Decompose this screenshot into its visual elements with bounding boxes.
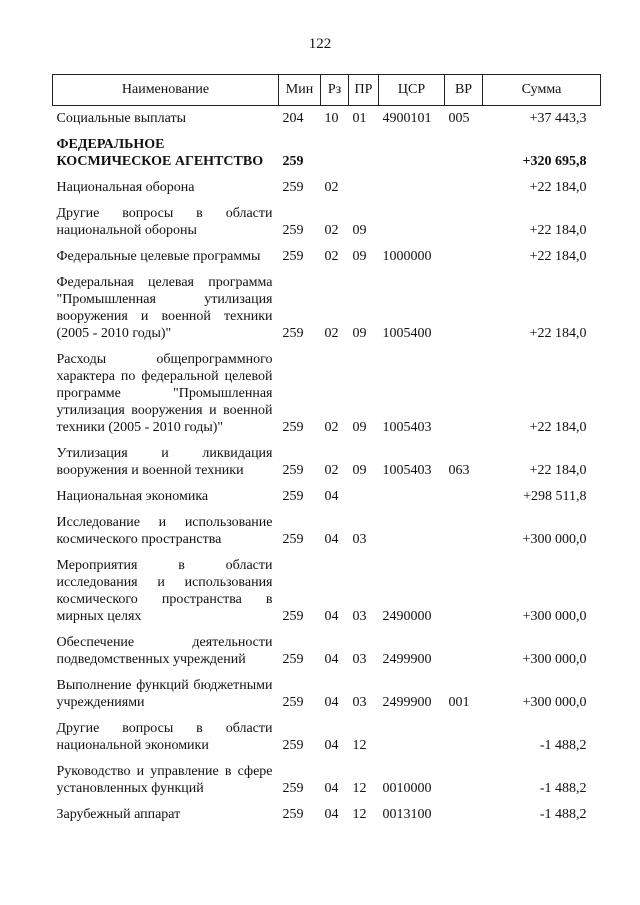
row-pr: 01 [352,111,367,126]
table-row [53,754,601,797]
row-vr [445,797,483,823]
row-name: Федеральная целевая программа "Промышленная утилизация вооружения и военной техники (2005 - 2010 годы)" [56,275,273,341]
row-vr: 063 [448,463,470,478]
row-sum: +300 000,0 [522,609,587,624]
table-header-row [53,75,601,106]
row-rz: 10 [324,111,339,126]
row-rz: 02 [324,223,339,238]
row-vr: 001 [448,695,470,710]
row-vr [445,625,483,668]
row-vr [445,265,483,342]
row-csr: 0013100 [382,807,432,822]
row-min: 259 [282,489,304,504]
row-vr [445,754,483,797]
row-vr [445,342,483,436]
row-min: 259 [282,463,304,478]
row-vr: 005 [448,111,470,126]
row-min: 259 [282,420,304,435]
row-sum: +22 184,0 [529,463,587,478]
row-pr: 12 [352,807,367,822]
table-row [53,436,601,479]
row-csr: 1000000 [382,249,432,264]
header-rz: Рз [321,75,349,106]
row-rz [321,127,349,170]
row-name: Обеспечение деятельности подведомственных учреждений [56,635,273,667]
header-sum: Сумма [483,75,601,106]
row-csr: 1005400 [382,326,432,341]
header-min: Мин [279,75,321,106]
row-rz: 02 [324,249,339,264]
row-name: Утилизация и ликвидация вооружения и военной техники [56,446,273,478]
row-vr [445,127,483,170]
row-sum: +320 695,8 [522,154,587,169]
row-name: Руководство и управление в сфере установленных функций [56,764,273,796]
row-rz: 04 [324,781,339,796]
row-name: Другие вопросы в области национальной экономики [56,721,273,753]
row-min: 259 [282,652,304,667]
table-row [53,342,601,436]
row-name: Мероприятия в области исследования и использования космического пространства в мирных целях [56,558,273,624]
row-rz: 04 [324,652,339,667]
row-pr: 12 [352,781,367,796]
row-name: Федеральные целевые программы [56,249,261,264]
row-sum: +37 443,3 [529,111,587,126]
table-row [53,711,601,754]
row-rz: 04 [324,532,339,547]
row-csr [379,505,445,548]
row-min: 259 [282,223,304,238]
row-pr: 12 [352,738,367,753]
row-sum: +298 511,8 [523,489,587,504]
row-name: Национальная экономика [56,489,209,504]
row-pr: 09 [352,326,367,341]
row-min: 204 [282,111,304,126]
row-csr: 2499900 [382,652,432,667]
row-sum: -1 488,2 [539,781,587,796]
row-name: Исследование и использование космического пространства [56,515,273,547]
row-vr [445,239,483,265]
row-csr [379,170,445,196]
row-csr: 2490000 [382,609,432,624]
row-name: Выполнение функций бюджетными учреждениями [56,678,273,710]
row-min: 259 [282,695,304,710]
budget-table [52,74,601,823]
row-rz: 02 [324,463,339,478]
row-name: Другие вопросы в области национальной обороны [56,206,273,238]
row-min: 259 [282,781,304,796]
row-name: Зарубежный аппарат [56,807,181,822]
row-name: ФЕДЕРАЛЬНОЕ КОСМИЧЕСКОЕ АГЕНТСТВО [56,137,264,169]
row-sum: +22 184,0 [529,326,587,341]
table-row [53,668,601,711]
row-pr [349,170,379,196]
header-pr: ПР [349,75,379,106]
table-row [53,479,601,505]
row-pr: 09 [352,463,367,478]
table-row [53,797,601,823]
row-pr: 09 [352,223,367,238]
table-row [53,196,601,239]
row-sum: +300 000,0 [522,532,587,547]
table-row [53,106,601,128]
row-sum: +300 000,0 [522,652,587,667]
table-row [53,265,601,342]
row-rz: 04 [324,489,339,504]
row-vr [445,505,483,548]
row-sum: -1 488,2 [539,738,587,753]
row-pr: 09 [352,249,367,264]
row-min: 259 [282,154,304,169]
row-pr [349,479,379,505]
row-vr [445,711,483,754]
row-pr: 03 [352,695,367,710]
row-pr: 03 [352,532,367,547]
row-pr [349,127,379,170]
row-name: Расходы общепрограммного характера по федеральной целевой программе "Промышленная утилизация вооружения и военной техники (2005 - 2010 годы)" [56,352,273,435]
table-row [53,170,601,196]
row-sum: +22 184,0 [529,249,587,264]
header-name: Наименование [53,75,279,106]
table-row [53,505,601,548]
row-sum: +300 000,0 [522,695,587,710]
row-vr [445,196,483,239]
row-vr [445,170,483,196]
row-csr: 2499900 [382,695,432,710]
row-name: Социальные выплаты [56,111,187,126]
row-min: 259 [282,249,304,264]
row-vr [445,479,483,505]
row-min: 259 [282,738,304,753]
row-pr: 03 [352,652,367,667]
row-vr [445,548,483,625]
table-row [53,127,601,170]
row-sum: +22 184,0 [529,180,587,195]
row-rz: 02 [324,326,339,341]
row-rz: 04 [324,807,339,822]
row-rz: 02 [324,420,339,435]
row-csr: 1005403 [382,463,432,478]
row-min: 259 [282,532,304,547]
table-row [53,548,601,625]
row-min: 259 [282,180,304,195]
header-vr: ВР [445,75,483,106]
row-rz: 04 [324,609,339,624]
row-min: 259 [282,609,304,624]
row-rz: 02 [324,180,339,195]
row-rz: 04 [324,695,339,710]
table-row [53,239,601,265]
header-csr: ЦСР [379,75,445,106]
row-csr [379,127,445,170]
page-number: 122 [308,36,332,52]
row-pr: 09 [352,420,367,435]
row-rz: 04 [324,738,339,753]
row-sum: +22 184,0 [529,223,587,238]
row-min: 259 [282,326,304,341]
row-name: Национальная оборона [56,180,195,195]
row-pr: 03 [352,609,367,624]
row-csr [379,711,445,754]
row-csr [379,479,445,505]
row-csr: 1005403 [382,420,432,435]
row-csr [379,196,445,239]
row-csr: 0010000 [382,781,432,796]
row-sum: -1 488,2 [539,807,587,822]
row-sum: +22 184,0 [529,420,587,435]
row-min: 259 [282,807,304,822]
row-csr: 4900101 [382,111,432,126]
table-row [53,625,601,668]
